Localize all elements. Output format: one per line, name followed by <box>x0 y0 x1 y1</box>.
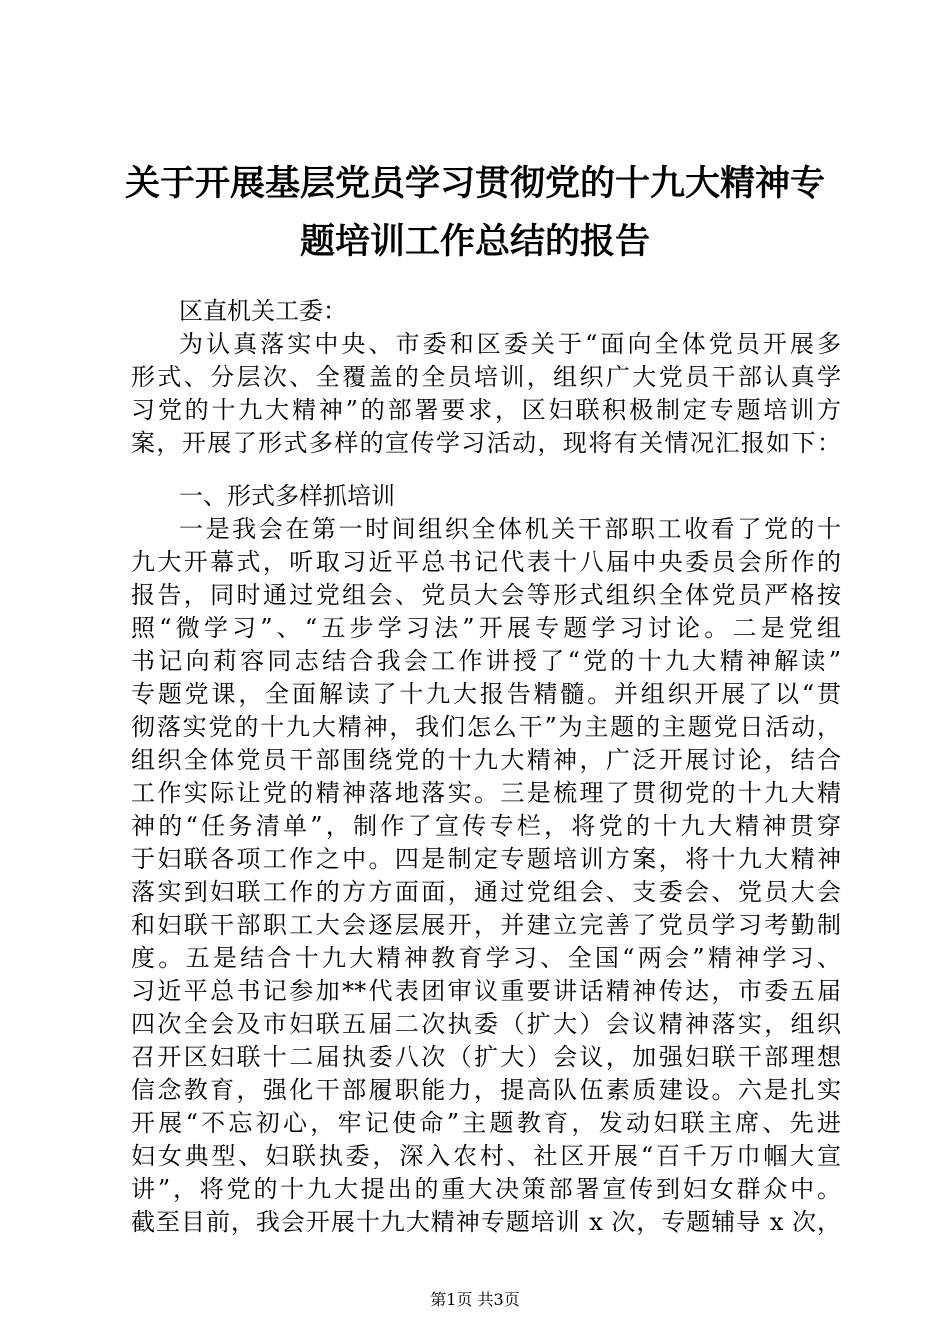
body-line: 和妇联干部职工大会逐层展开，并建立完善了党员学习考勤制 <box>131 911 841 939</box>
body-line: 落实到妇联工作的方方面面，通过党组会、支委会、党员大会 <box>131 878 841 906</box>
body-line: 妇女典型、妇联执委，深入农村、社区开展“百千万巾帼大宣 <box>131 1142 841 1170</box>
body-line: 截至目前，我会开展十九大精神专题培训 x 次，专题辅导 x 次， <box>131 1208 841 1236</box>
body-line: 神的“任务清单”，制作了宣传专栏，将党的十九大精神贯穿 <box>131 812 841 840</box>
body-line: 照“微学习”、“五步学习法”开展专题学习讨论。二是党组 <box>131 614 841 642</box>
intro-line: 形式、分层次、全覆盖的全员培训，组织广大党员干部认真学 <box>131 363 841 391</box>
body-line: 一是我会在第一时间组织全体机关干部职工收看了党的十 <box>179 515 841 543</box>
intro-line: 为认真落实中央、市委和区委关于“面向全体党员开展多 <box>179 330 841 358</box>
body-line: 信念教育，强化干部履职能力，提高队伍素质建设。六是扎实 <box>131 1076 841 1104</box>
salutation: 区直机关工委： <box>179 297 347 325</box>
body-line: 度。五是结合十九大精神教育学习、全国“两会”精神学习、 <box>131 944 841 972</box>
section-heading: 一、形式多样抓培训 <box>179 482 395 510</box>
body-line: 开展“不忘初心，牢记使命”主题教育，发动妇联主席、先进 <box>131 1109 841 1137</box>
page-footer: 第1页 共3页 <box>430 1290 520 1309</box>
body-line: 彻落实党的十九大精神，我们怎么干”为主题的主题党日活动， <box>131 713 841 741</box>
body-line: 书记向莉容同志结合我会工作讲授了“党的十九大精神解读” <box>131 647 841 675</box>
body-line: 四次全会及市妇联五届二次执委（扩大）会议精神落实，组织 <box>131 1010 841 1038</box>
body-line: 讲”，将党的十九大提出的重大决策部署宣传到妇女群众中。 <box>131 1175 841 1203</box>
body-line: 报告，同时通过党组会、党员大会等形式组织全体党员严格按 <box>131 581 841 609</box>
body-line: 于妇联各项工作之中。四是制定专题培训方案，将十九大精神 <box>131 845 841 873</box>
document-title-line-2: 题培训工作总结的报告 <box>299 221 650 262</box>
body-line: 召开区妇联十二届执委八次（扩大）会议，加强妇联干部理想 <box>131 1043 841 1071</box>
body-line: 九大开幕式，听取习近平总书记代表十八届中央委员会所作的 <box>131 548 841 576</box>
intro-line: 案，开展了形式多样的宣传学习活动，现将有关情况汇报如下： <box>131 429 841 457</box>
body-line: 工作实际让党的精神落地落实。三是梳理了贯彻党的十九大精 <box>131 779 841 807</box>
body-line: 组织全体党员干部围绕党的十九大精神，广泛开展讨论，结合 <box>131 746 841 774</box>
body-line: 专题党课，全面解读了十九大报告精髓。并组织开展了以“贯 <box>131 680 841 708</box>
intro-line: 习党的十九大精神”的部署要求，区妇联积极制定专题培训方 <box>131 396 841 424</box>
document-title-line-1: 关于开展基层党员学习贯彻党的十九大精神专 <box>124 163 825 204</box>
body-line: 习近平总书记参加**代表团审议重要讲话精神传达，市委五届 <box>131 977 841 1005</box>
